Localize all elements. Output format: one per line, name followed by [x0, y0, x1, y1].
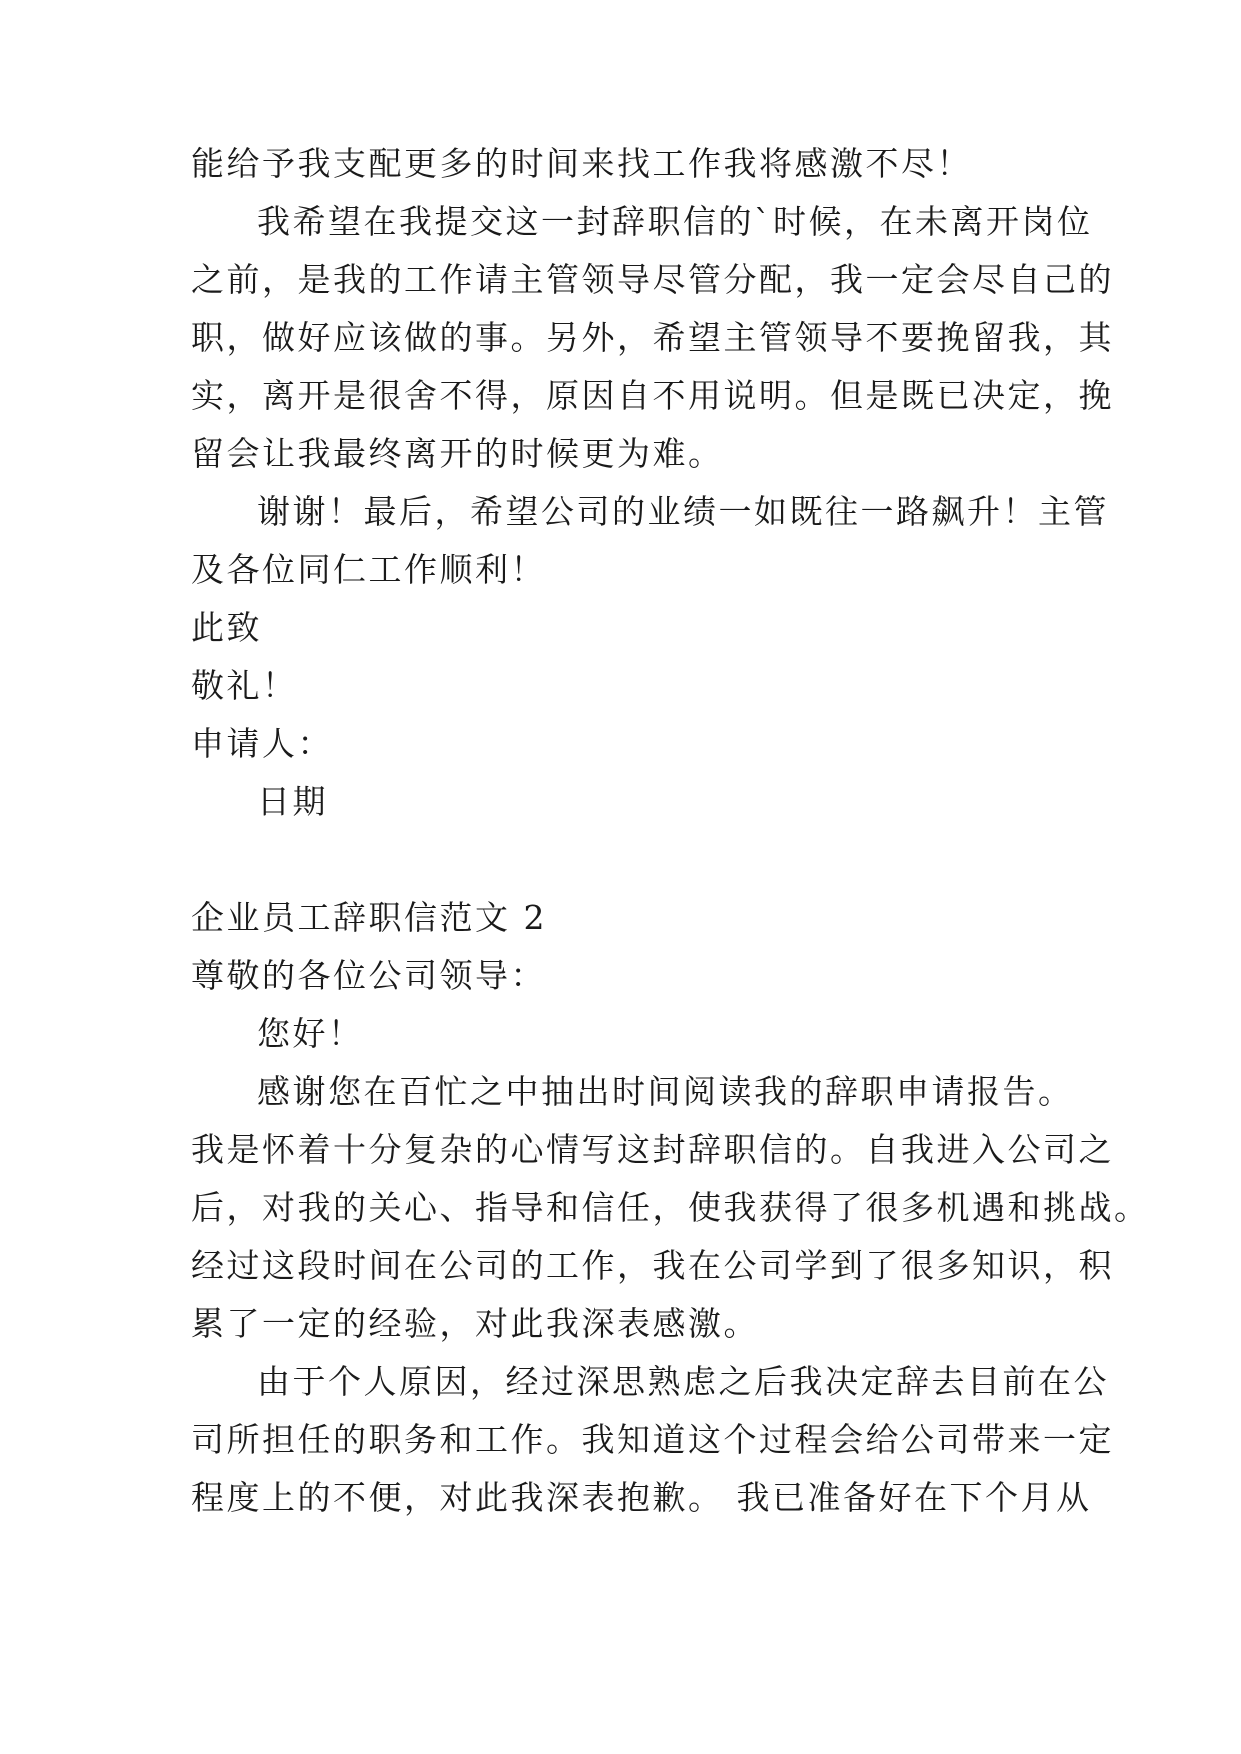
body-text-line: 职，做好应该做的事。另外，希望主管领导不要挽留我，其	[191, 318, 1114, 357]
body-text-line: 司所担任的职务和工作。我知道这个过程会给公司带来一定	[191, 1420, 1114, 1459]
section-title: 企业员工辞职信范文 2	[191, 898, 547, 937]
body-text-line: 我是怀着十分复杂的心情写这封辞职信的。自我进入公司之	[191, 1130, 1114, 1169]
body-text-line: 我希望在我提交这一封辞职信的`时候，在未离开岗位	[257, 202, 1093, 241]
closing-line: 此致	[191, 608, 262, 647]
body-text-line: 实，离开是很舍不得，原因自不用说明。但是既已决定，挽	[191, 376, 1114, 415]
body-text-line: 及各位同仁工作顺利！	[191, 550, 546, 589]
body-text-line: 感谢您在百忙之中抽出时间阅读我的辞职申请报告。	[257, 1072, 1074, 1111]
body-text-line: 程度上的不便，对此我深表抱歉。 我已准备好在下个月从	[191, 1478, 1092, 1517]
body-text-line: 之前，是我的工作请主管领导尽管分配，我一定会尽自己的	[191, 260, 1114, 299]
body-text-line: 累了一定的经验，对此我深表感激。	[191, 1304, 759, 1343]
body-text-line: 后，对我的关心、指导和信任，使我获得了很多机遇和挑战。	[191, 1188, 1150, 1227]
body-text-line: 由于个人原因，经过深思熟虑之后我决定辞去目前在公	[257, 1362, 1109, 1401]
date-label: 日期	[257, 782, 328, 821]
applicant-label: 申请人：	[191, 724, 333, 763]
salutation-line: 敬礼！	[191, 666, 298, 705]
body-text-line: 经过这段时间在公司的工作，我在公司学到了很多知识，积	[191, 1246, 1114, 1285]
body-text-line: 谢谢！最后，希望公司的业绩一如既往一路飙升！主管	[257, 492, 1109, 531]
body-text-line: 留会让我最终离开的时候更为难。	[191, 434, 724, 473]
greeting-line: 您好！	[257, 1014, 364, 1053]
body-text-line: 能给予我支配更多的时间来找工作我将感激不尽！	[191, 144, 972, 183]
greeting-line: 尊敬的各位公司领导：	[191, 956, 546, 995]
